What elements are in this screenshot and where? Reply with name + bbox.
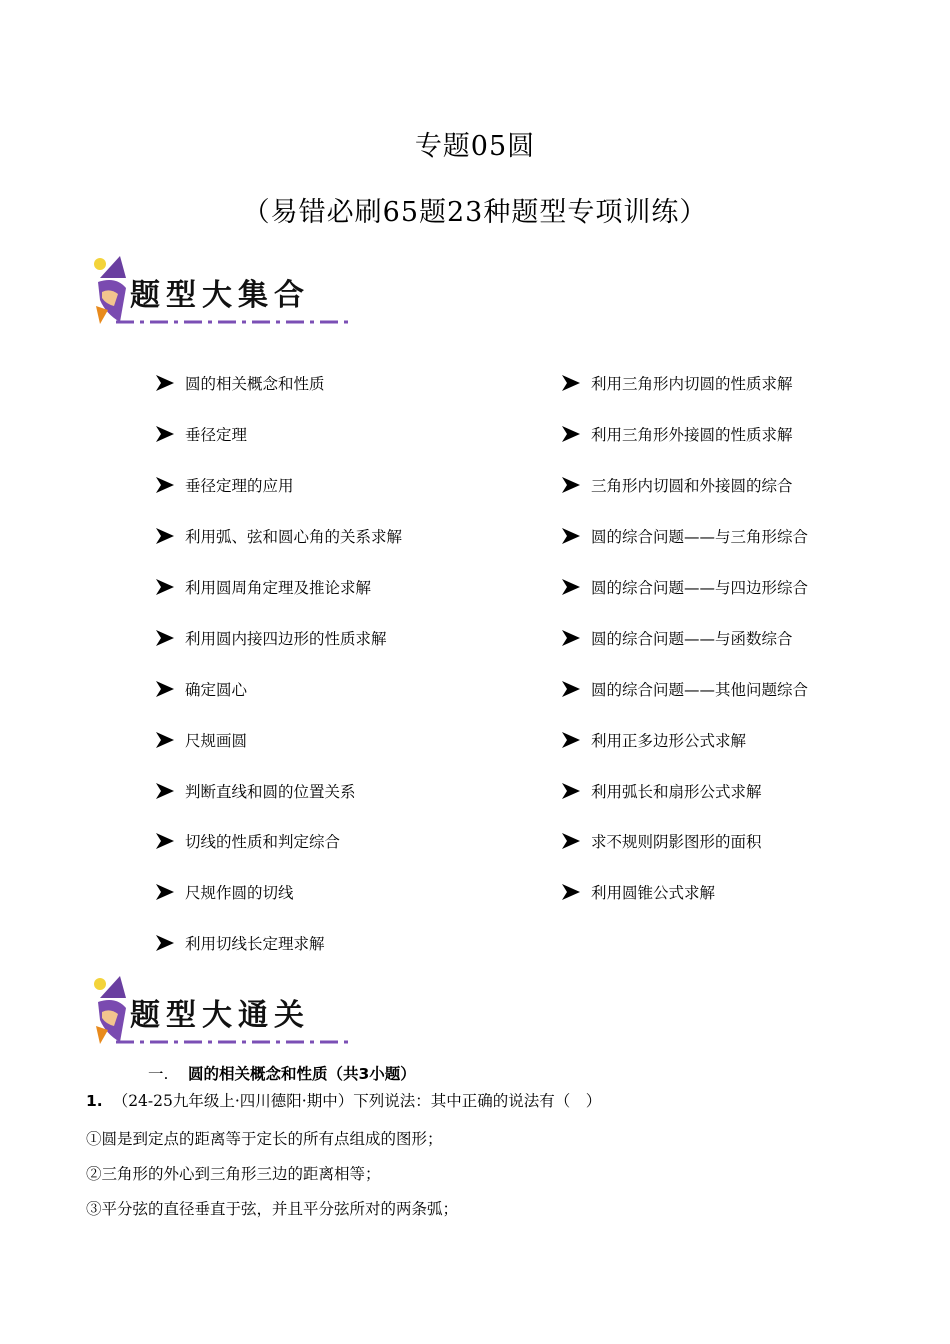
topic-label: 利用圆锥公式求解 <box>591 884 716 903</box>
question-option: ③平分弦的直径垂直于弦，并且平分弦所对的两条弧； <box>86 1200 459 1218</box>
arrow-bullet-icon <box>561 374 591 392</box>
topic-label: 圆的综合问题——与函数综合 <box>591 629 793 648</box>
topic-label: 尺规画圆 <box>185 731 248 750</box>
arrow-bullet-icon <box>561 527 591 545</box>
topic-label: 利用正多边形公式求解 <box>591 731 747 750</box>
page-title: 专题05圆 <box>414 131 536 162</box>
arrow-bullet-icon <box>155 731 185 749</box>
question-number: 1. <box>86 1092 103 1110</box>
topic-list-item <box>155 867 402 918</box>
topic-label: 利用三角形外接圆的性质求解 <box>591 426 793 445</box>
arrow-bullet-icon <box>561 832 591 850</box>
topic-label: 圆的综合问题——与四边形综合 <box>591 579 809 597</box>
topic-list-item <box>155 663 402 714</box>
topic-list-item <box>155 816 402 867</box>
topic-label: 判断直线和圆的位置关系 <box>185 782 356 801</box>
arrow-bullet-icon <box>561 883 591 901</box>
arrow-bullet-icon <box>561 680 591 698</box>
topic-list-item <box>561 765 808 816</box>
arrow-bullet-icon <box>155 934 185 952</box>
topic-list-item <box>561 409 808 460</box>
arrow-bullet-icon <box>155 629 185 647</box>
banner-collection <box>86 248 366 332</box>
topic-label: 三角形内切圆和外接圆的综合 <box>591 477 793 496</box>
topic-list-item <box>155 612 402 663</box>
topic-label: 垂径定理的应用 <box>185 477 294 496</box>
arrow-bullet-icon <box>155 527 185 545</box>
banner-collection-label: 题型大集合 <box>130 278 310 313</box>
topic-label: 利用三角形内切圆的性质求解 <box>591 375 793 394</box>
topic-label: 切线的性质和判定综合 <box>185 833 341 852</box>
topic-label: 利用圆内接四边形的性质求解 <box>185 629 387 648</box>
topic-label: 利用切线长定理求解 <box>185 935 325 954</box>
topic-list-item <box>561 612 808 663</box>
page-subtitle: （易错必刷65题23种题型专项训练） <box>242 197 708 228</box>
arrow-bullet-icon <box>561 476 591 494</box>
arrow-bullet-icon <box>155 782 185 800</box>
topic-list-item <box>155 562 402 613</box>
arrow-bullet-icon <box>155 680 185 698</box>
topic-label: 圆的综合问题——与三角形综合 <box>591 528 809 547</box>
topic-label: 确定圆心 <box>185 680 248 699</box>
topic-label: 利用弧长和扇形公式求解 <box>591 782 762 801</box>
topic-label: 求不规则阴影图形的面积 <box>591 833 762 852</box>
arrow-bullet-icon <box>155 578 185 596</box>
arrow-bullet-icon <box>561 578 591 596</box>
section-title: 圆的相关概念和性质（共3小题） <box>188 1065 416 1083</box>
question-option: ①圆是到定点的距离等于定长的所有点组成的图形； <box>86 1130 443 1148</box>
topics-right-list <box>561 358 808 918</box>
banner-pass-label: 题型大通关 <box>130 998 310 1033</box>
topic-list-item <box>155 918 402 969</box>
arrow-bullet-icon <box>155 425 185 443</box>
topic-list-item <box>561 714 808 765</box>
topic-list-item <box>561 663 808 714</box>
arrow-bullet-icon <box>155 374 185 392</box>
topic-list-item <box>561 562 808 613</box>
topic-list-item <box>155 511 402 562</box>
arrow-bullet-icon <box>155 883 185 901</box>
arrow-bullet-icon <box>561 629 591 647</box>
topic-list-item <box>561 511 808 562</box>
topic-list-item <box>155 765 402 816</box>
question-option: ②三角形的外心到三角形三边的距离相等； <box>86 1165 381 1183</box>
topic-list-item <box>155 714 402 765</box>
arrow-bullet-icon <box>561 782 591 800</box>
topic-label: 尺规作圆的切线 <box>185 884 294 903</box>
topic-label: 圆的综合问题——其他问题综合 <box>591 680 809 699</box>
banner-pass <box>86 968 366 1052</box>
topic-list-item <box>155 460 402 511</box>
arrow-bullet-icon <box>155 832 185 850</box>
topic-list-item <box>155 358 402 409</box>
section-heading <box>148 1062 416 1084</box>
topics-left-list <box>155 358 402 969</box>
topic-label: 利用圆周角定理及推论求解 <box>185 579 372 597</box>
topic-label: 利用弧、弦和圆心角的关系求解 <box>185 528 403 547</box>
topic-list-item <box>561 460 808 511</box>
question-stem <box>86 1089 601 1111</box>
arrow-bullet-icon <box>561 731 591 749</box>
section-number: 一. <box>148 1065 169 1083</box>
arrow-bullet-icon <box>561 425 591 443</box>
topic-list-item <box>561 867 808 918</box>
topic-list-item <box>561 816 808 867</box>
topic-label: 垂径定理 <box>185 426 248 445</box>
question-stem-text: （24-25九年级上·四川德阳·期中）下列说法：其中正确的说法有（ ） <box>112 1092 602 1110</box>
topic-list-item <box>155 409 402 460</box>
topic-label: 圆的相关概念和性质 <box>185 375 325 394</box>
topic-list-item <box>561 358 808 409</box>
arrow-bullet-icon <box>155 476 185 494</box>
